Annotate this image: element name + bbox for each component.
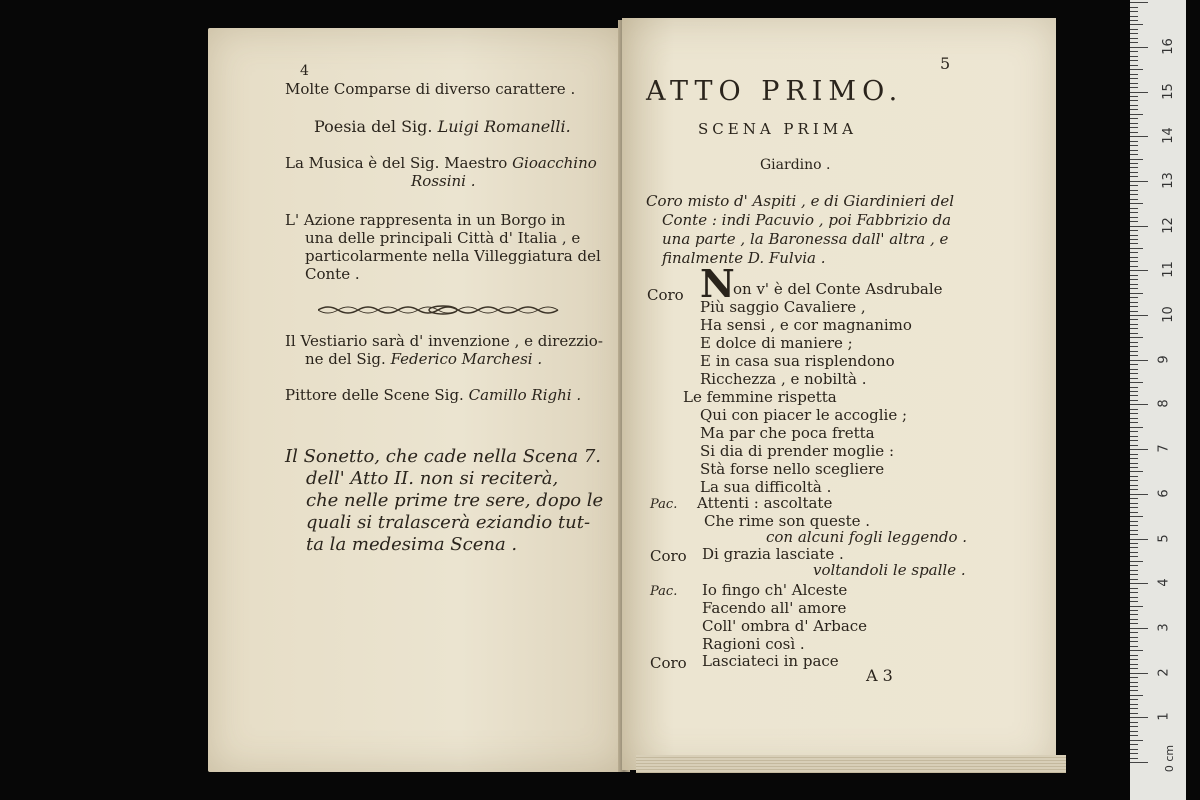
ruler-number: 5	[1156, 533, 1172, 543]
ruler-tick	[1130, 498, 1138, 499]
ruler-tick	[1130, 333, 1138, 334]
ruler-tick	[1130, 257, 1138, 258]
ruler-tick	[1130, 463, 1138, 464]
ruler-tick	[1130, 534, 1138, 535]
ruler-tick	[1130, 360, 1148, 361]
verse-line: Di grazia lasciate .	[702, 545, 844, 563]
stage-direction-4: finalmente D. Fulvia .	[662, 249, 826, 267]
ruler-tick	[1130, 284, 1138, 285]
line-poesia	[314, 118, 571, 136]
line-azione-1: L' Azione rappresenta in un Borgo in	[285, 211, 566, 229]
ruler-tick	[1130, 266, 1138, 267]
ruler-tick	[1130, 87, 1138, 88]
ruler-tick	[1130, 579, 1138, 580]
right-page-number: 5	[940, 54, 951, 73]
ruler-tick	[1130, 248, 1143, 249]
ruler-tick	[1130, 471, 1143, 472]
ruler-number: 11	[1160, 261, 1176, 279]
ruler-tick	[1130, 167, 1138, 168]
ruler-tick	[1130, 516, 1143, 517]
ruler-unit-label: 0 cm	[1163, 744, 1177, 773]
line-azione-2: una delle principali Città d' Italia , e	[305, 229, 581, 247]
ruler-tick	[1130, 109, 1138, 110]
ruler-tick	[1130, 311, 1138, 312]
ruler-tick	[1130, 2, 1148, 3]
verse-line: Ragioni così .	[702, 635, 805, 653]
line-vestiario-2	[305, 350, 542, 368]
ruler-tick	[1130, 51, 1138, 52]
ruler-tick	[1130, 731, 1138, 732]
ruler-tick	[1130, 494, 1148, 495]
ruler-tick	[1130, 530, 1138, 531]
ruler-tick	[1130, 641, 1138, 642]
verse-line: on v' è del Conte Asdrubale	[733, 280, 943, 298]
ruler-tick	[1130, 454, 1138, 455]
ruler-tick	[1130, 717, 1148, 718]
ruler-tick	[1130, 373, 1138, 374]
ruler-tick	[1130, 230, 1138, 231]
ornament-divider	[318, 304, 568, 316]
verse-line: Coll' ombra d' Arbace	[702, 617, 868, 635]
verse-speaker: Coro	[650, 654, 687, 672]
ruler-tick	[1130, 547, 1138, 548]
ruler-tick	[1130, 659, 1138, 660]
ruler-tick	[1130, 208, 1138, 209]
ruler-tick	[1130, 673, 1148, 674]
ruler-tick	[1130, 378, 1138, 379]
ruler-tick	[1130, 387, 1138, 388]
ruler-tick	[1130, 145, 1138, 146]
ruler-tick	[1130, 105, 1138, 106]
ruler-tick	[1130, 467, 1138, 468]
line-pittore	[285, 386, 581, 404]
ruler-tick	[1130, 628, 1148, 629]
ruler-tick	[1130, 758, 1138, 759]
ruler-tick	[1130, 556, 1138, 557]
ruler-tick	[1130, 713, 1138, 714]
ruler-tick	[1130, 539, 1148, 540]
ruler-tick	[1130, 623, 1138, 624]
ruler-tick	[1130, 485, 1138, 486]
line-musica	[285, 154, 597, 172]
ruler-tick	[1130, 92, 1148, 93]
ruler-tick	[1130, 172, 1138, 173]
ruler-tick	[1130, 561, 1143, 562]
ruler-tick	[1130, 159, 1143, 160]
ruler-tick	[1130, 78, 1138, 79]
ruler-tick	[1130, 20, 1138, 21]
ruler-tick	[1130, 565, 1138, 566]
ruler-number: 13	[1160, 172, 1176, 189]
ruler-tick	[1130, 270, 1148, 271]
line-musica-label: La Musica è del Sig. Maestro	[285, 154, 513, 172]
verse-line: Ha sensi , e cor magnanimo	[700, 316, 912, 334]
ruler-tick	[1130, 42, 1138, 43]
ruler-tick	[1130, 655, 1138, 656]
ruler-number: 2	[1156, 667, 1172, 677]
ruler-tick	[1130, 83, 1138, 84]
note-line-5: ta la medesima Scena .	[306, 534, 518, 555]
ruler-tick	[1130, 328, 1138, 329]
note-line-3: che nelle prime tre sere, dopo le	[306, 490, 604, 511]
ruler-tick	[1130, 65, 1138, 66]
ruler-tick	[1130, 288, 1138, 289]
ruler-number: 15	[1160, 82, 1176, 100]
stage-direction-2: Conte : indi Pacuvio , poi Fabbrizio da	[662, 211, 952, 229]
line-pittore-label: Pittore delle Scene Sig.	[285, 386, 469, 404]
verse-line: Si dia di prender moglie :	[700, 442, 894, 460]
ruler-tick	[1130, 677, 1138, 678]
ruler-tick	[1130, 722, 1138, 723]
ruler-tick	[1130, 239, 1138, 240]
ruler-tick	[1130, 16, 1138, 17]
ruler-tick	[1130, 440, 1138, 441]
ruler-tick	[1130, 753, 1138, 754]
ruler-tick	[1130, 56, 1138, 57]
ruler-tick	[1130, 749, 1138, 750]
ruler-tick	[1130, 409, 1138, 410]
verse-line: Ma par che poca fretta	[700, 424, 875, 442]
ruler-tick	[1130, 163, 1138, 164]
ruler-tick	[1130, 619, 1138, 620]
verse-line: Stà forse nello scegliere	[700, 460, 885, 478]
verse-speaker: Coro	[647, 286, 684, 304]
ruler-tick	[1130, 646, 1138, 647]
ruler-tick	[1130, 243, 1138, 244]
ruler-tick	[1130, 404, 1148, 405]
ruler-tick	[1130, 302, 1138, 303]
verse-speaker: Pac.	[650, 497, 678, 512]
ruler-tick	[1130, 154, 1138, 155]
ruler-tick	[1130, 489, 1138, 490]
ruler-tick	[1130, 96, 1138, 97]
ruler-tick	[1130, 592, 1138, 593]
verse-line: Ricchezza , e nobiltà .	[700, 370, 867, 388]
ruler-tick	[1130, 136, 1148, 137]
ruler-tick	[1130, 740, 1143, 741]
ruler-number: 4	[1156, 578, 1172, 587]
ruler-tick	[1130, 123, 1138, 124]
ruler-tick	[1130, 315, 1148, 316]
ruler-number: 1	[1156, 712, 1172, 721]
line-pittore-name: Camillo Righi .	[468, 386, 582, 404]
ruler-tick	[1130, 324, 1138, 325]
ruler-tick	[1130, 364, 1138, 365]
ruler-tick	[1130, 503, 1138, 504]
ruler-tick	[1130, 74, 1138, 75]
measuring-ruler	[1130, 0, 1186, 800]
ruler-tick	[1130, 391, 1138, 392]
ruler-tick	[1130, 212, 1138, 213]
ruler-tick	[1130, 458, 1138, 459]
ruler-tick	[1130, 686, 1138, 687]
scene-setting: Giardino .	[760, 157, 831, 173]
ruler-tick	[1130, 261, 1138, 262]
verse-speaker: Coro	[650, 547, 687, 565]
ruler-tick	[1130, 637, 1138, 638]
ruler-tick	[1130, 395, 1138, 396]
stage-direction-1: Coro misto d' Aspiti , e di Giardinieri del	[646, 192, 955, 210]
ruler-tick	[1130, 614, 1138, 615]
ruler-number: 16	[1160, 38, 1176, 55]
ruler-tick	[1130, 11, 1138, 12]
ruler-tick	[1130, 235, 1138, 236]
verse-line: Facendo all' amore	[702, 599, 847, 617]
drop-cap: N	[700, 261, 735, 306]
ruler-tick	[1130, 141, 1138, 142]
ruler-tick	[1130, 552, 1138, 553]
ruler-tick	[1130, 583, 1148, 584]
ruler-number: 10	[1160, 306, 1176, 323]
note-line-4: quali si tralascerà eziandio tut-	[306, 512, 591, 533]
ruler-tick	[1130, 342, 1138, 343]
ruler-number: 7	[1156, 444, 1172, 453]
ruler-tick	[1130, 194, 1138, 195]
ruler-tick	[1130, 400, 1138, 401]
ruler-tick	[1130, 217, 1138, 218]
verse-speaker: Pac.	[650, 584, 678, 599]
ruler-tick	[1130, 176, 1138, 177]
ruler-tick	[1130, 185, 1138, 186]
ruler-tick	[1130, 355, 1138, 356]
ruler-tick	[1130, 293, 1143, 294]
ruler-tick	[1130, 668, 1138, 669]
verse-line: Io fingo ch' Alceste	[702, 581, 848, 599]
line-vestiario-1: Il Vestiario sarà d' invenzione , e direzzio-	[285, 332, 603, 350]
ruler-tick	[1130, 690, 1138, 691]
act-title: ATTO PRIMO.	[646, 76, 904, 107]
ruler-tick	[1130, 69, 1143, 70]
scene-title: SCENA PRIMA	[698, 120, 857, 138]
line-musica-surname: Rossini .	[411, 172, 476, 190]
ruler-tick	[1130, 203, 1143, 204]
ruler-tick	[1130, 319, 1138, 320]
ruler-tick	[1130, 382, 1143, 383]
line-azione-4: Conte .	[305, 265, 360, 283]
ruler-tick	[1130, 445, 1138, 446]
ruler-tick	[1130, 521, 1138, 522]
ruler-tick	[1130, 413, 1138, 414]
ruler-tick	[1130, 297, 1138, 298]
ruler-tick	[1130, 118, 1138, 119]
ruler-tick	[1130, 190, 1138, 191]
ruler-tick	[1130, 601, 1138, 602]
ruler-tick	[1130, 252, 1138, 253]
ruler-tick	[1130, 150, 1138, 151]
ruler-tick	[1130, 181, 1148, 182]
ruler-tick	[1130, 574, 1138, 575]
ruler-tick	[1130, 512, 1138, 513]
ruler-tick	[1130, 33, 1138, 34]
page-edges	[636, 755, 1066, 773]
ruler-tick	[1130, 24, 1143, 25]
ruler-tick	[1130, 726, 1138, 727]
ruler-tick	[1130, 114, 1143, 115]
ruler-tick	[1130, 699, 1138, 700]
verse-line: Qui con piacer le accoglie ;	[700, 406, 908, 424]
ruler-number: 12	[1160, 216, 1176, 234]
ruler-tick	[1130, 436, 1138, 437]
signature-mark: A 3	[866, 666, 893, 685]
line-poesia-label: Poesia del Sig.	[314, 117, 438, 136]
ruler-tick	[1130, 60, 1138, 61]
ruler-tick	[1130, 346, 1138, 347]
ruler-tick	[1130, 199, 1138, 200]
ruler-tick	[1130, 431, 1138, 432]
verse-line: Lasciateci in pace	[702, 652, 839, 670]
ruler-tick	[1130, 100, 1138, 101]
ruler-tick	[1130, 351, 1138, 352]
ruler-tick	[1130, 525, 1138, 526]
ruler-tick	[1130, 704, 1138, 705]
ruler-tick	[1130, 606, 1143, 607]
ruler-tick	[1130, 221, 1138, 222]
line-vestiario-label: ne del Sig.	[305, 350, 391, 368]
line-poesia-author: Luigi Romanelli.	[437, 117, 571, 136]
ruler-tick	[1130, 47, 1148, 48]
verse-direction: voltandoli le spalle .	[813, 561, 966, 579]
ruler-tick	[1130, 337, 1143, 338]
verse-line: La sua difficoltà .	[700, 478, 832, 496]
note-line-2: dell' Atto II. non si reciterà,	[306, 468, 559, 489]
ruler-tick	[1130, 650, 1143, 651]
ruler-tick	[1130, 682, 1138, 683]
line-musica-first: Gioacchino	[512, 154, 597, 172]
verse-line: E in casa sua risplendono	[700, 352, 895, 370]
ruler-tick	[1130, 279, 1138, 280]
ruler-tick	[1130, 588, 1138, 589]
ruler-tick	[1130, 132, 1138, 133]
ruler-tick	[1130, 476, 1138, 477]
ruler-tick	[1130, 449, 1148, 450]
ruler-tick	[1130, 744, 1138, 745]
left-page-number: 4	[300, 63, 309, 79]
ruler-tick	[1130, 7, 1138, 8]
verse-line: Che rime son queste .	[704, 512, 871, 530]
verse-line: E dolce di maniere ;	[700, 334, 853, 352]
ruler-tick	[1130, 418, 1138, 419]
line-azione-3: particolarmente nella Villeggiatura del	[305, 247, 601, 265]
ruler-tick	[1130, 275, 1138, 276]
ruler-tick	[1130, 127, 1138, 128]
stage-direction-3: una parte , la Baronessa dall' altra , e	[662, 230, 949, 248]
verse-line: Più saggio Cavaliere ,	[700, 298, 866, 316]
verse-direction: con alcuni fogli leggendo .	[766, 528, 968, 546]
ruler-tick	[1130, 570, 1138, 571]
ruler-tick	[1130, 369, 1138, 370]
ruler-tick	[1130, 762, 1148, 763]
ruler-number: 9	[1156, 355, 1172, 364]
ruler-tick	[1130, 29, 1138, 30]
ruler-tick	[1130, 480, 1138, 481]
ruler-tick	[1130, 543, 1138, 544]
ruler-tick	[1130, 38, 1138, 39]
line-comparse: Molte Comparse di diverso carattere .	[285, 80, 576, 98]
ruler-tick	[1130, 610, 1138, 611]
note-line-1: Il Sonetto, che cade nella Scena 7.	[285, 446, 602, 467]
ruler-number: 3	[1156, 623, 1172, 632]
ruler-tick	[1130, 507, 1138, 508]
ruler-tick	[1130, 708, 1138, 709]
ruler-tick	[1130, 735, 1138, 736]
ruler-tick	[1130, 422, 1138, 423]
ruler-number: 8	[1156, 399, 1172, 409]
ruler-number: 14	[1160, 127, 1176, 144]
ruler-tick	[1130, 427, 1143, 428]
ruler-tick	[1130, 226, 1148, 227]
ruler-tick	[1130, 632, 1138, 633]
ruler-tick	[1130, 695, 1143, 696]
ruler-tick	[1130, 597, 1138, 598]
ruler-tick	[1130, 664, 1138, 665]
ruler-number: 6	[1156, 489, 1172, 498]
verse-line: Le femmine rispetta	[683, 388, 837, 406]
ruler-tick	[1130, 306, 1138, 307]
line-vestiario-name: Federico Marchesi .	[390, 350, 543, 368]
verse-line: Attenti : ascoltate	[697, 494, 833, 512]
